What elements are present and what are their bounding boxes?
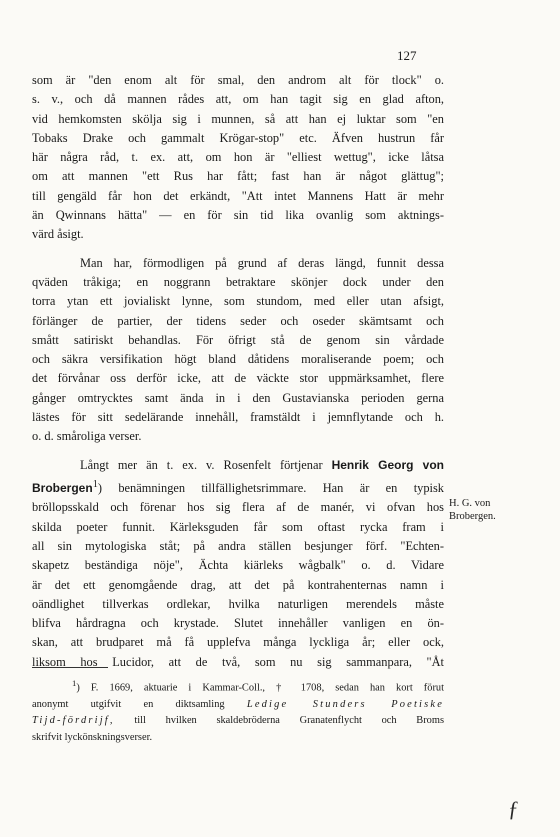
- text-line: om att mannen "ett Rus har fått; fast han är något glättug";: [32, 169, 444, 184]
- text-line: o. d. småroliga verser.: [32, 429, 142, 444]
- text-run: anonymt utgifvit en diktsamling: [32, 698, 225, 710]
- person-name: Henrik Georg von: [331, 457, 445, 472]
- text-line: qväden tråkiga; en noggrann betraktare skönjer dock under den: [32, 274, 444, 289]
- text-line: Tobaks Drake och gammalt Krögar-stop" etc. Äfven hustrun får: [32, 130, 444, 145]
- text-line: gånger omtrycktes samt ända in i den Gustavianska perioden gerna: [32, 390, 444, 405]
- text-line: än Qwinnans hätta" — en för sin tid lika ovanlig som aktnings-: [32, 208, 444, 223]
- text-line: [32, 475, 444, 498]
- text-line: förlänger de partier, der tidens seder och oseder skämtsamt och: [32, 313, 444, 328]
- text-line: bröllopsskald och förenar hos sig flera af de manér, vi ofvan hos: [32, 500, 444, 515]
- book-title: Tijd-fördrijf,: [32, 715, 115, 727]
- text-line: är det ett genomgående drag, att det på kontrahenternas namn i: [32, 577, 444, 592]
- text-line: det förvånar oss derför icke, att de väckte stor uppmärksamhet, flere: [32, 371, 444, 386]
- text-line: [32, 675, 444, 697]
- text-line: och säkra versifikation högt bland dåtidens moraliserande poem; och: [32, 352, 444, 367]
- text-line: blifva hårdragna och krystade. Slutet innehåller vanligen en ön-: [32, 616, 444, 631]
- text-line: [32, 456, 444, 475]
- text-line: lästes för sitt sedelärande innehåll, framstäldt i jemnflytande och h.: [32, 410, 444, 425]
- text-line: smått satiriskt behandlas. För öfrigt stå de genom sin vårdade: [32, 332, 444, 347]
- text-run: Långt mer än t. ex. v. Rosenfelt förtjenar: [80, 457, 332, 472]
- footnote-ref[interactable]: 1: [92, 478, 98, 490]
- margin-note-line: H. G. von: [449, 498, 491, 509]
- text-line: [32, 713, 444, 729]
- margin-note-line: Brobergen.: [449, 511, 496, 522]
- text-line: till gengäld får hon det erkändt, "Att intet Mannens Hatt är mehr: [32, 188, 444, 203]
- text-line: torra ytan ett jovialiskt lynne, som stundom, med eller utan afsigt,: [32, 294, 444, 309]
- text-line: all sin mytologiska ståt; på andra ställen besjunger förf. "Echten-: [32, 538, 444, 553]
- footnote-marker: 1: [72, 678, 77, 688]
- text-run: ) F. 1669, aktuarie i Kammar-Coll., † 1708, sedan han kort förut: [76, 682, 444, 694]
- paragraph: [32, 254, 444, 447]
- body-text: [32, 71, 444, 672]
- paragraph: [32, 456, 444, 672]
- text-line: skilda poeter funnit. Kärleksguden får som oftast rycka fram i: [32, 519, 444, 534]
- text-line: skan, att brudparet må få upplefva många lyckliga år; eller ock,: [32, 635, 444, 650]
- paragraph: [32, 71, 444, 245]
- text-line: vid hemkomsten skölja sig i munnen, så att han ej luktar som "en: [32, 111, 444, 126]
- text-line: skapetz beständiga nöje", Ächta kiärleks wågbalk" o. d. Vidare: [32, 558, 444, 573]
- text-run: till hvilken skaldebröderna Granatenflycht och Broms: [134, 715, 444, 727]
- text-line: liksom hos Lucidor, att de två, som nu sig sammanpara, "Åt: [32, 654, 444, 669]
- book-title: Ledige Stunders Poetiske: [246, 698, 445, 710]
- text-line: oändlighet tillverkas ordlekar, hvilka naturligen merendels måste: [32, 596, 444, 611]
- footnote-divider: [32, 667, 108, 668]
- footnote: [32, 675, 444, 746]
- margin-note: [449, 497, 496, 523]
- text-line: värd åsigt.: [32, 227, 84, 242]
- text-line: Man har, förmodligen på grund af deras längd, funnit dessa: [80, 255, 444, 270]
- text-line: här några råd, t. ex. att, om hon är "elliest wettug", icke låtsa: [32, 150, 444, 165]
- text-run: ) benämningen tillfällighetsrimmare. Han är en typisk: [97, 481, 444, 496]
- corner-mark: ƒ: [508, 796, 519, 821]
- text-line: s. v., och då mannen rådes att, om han tagit sig en glad afton,: [32, 92, 444, 107]
- text-line: [32, 697, 444, 713]
- text-line: som är "den enom alt för smal, den androm alt för tlock" o.: [32, 73, 444, 87]
- person-name: Brobergen: [32, 481, 93, 496]
- text-line: skrifvit lyckönskningsverser.: [32, 731, 153, 743]
- page-number: 127: [397, 48, 417, 63]
